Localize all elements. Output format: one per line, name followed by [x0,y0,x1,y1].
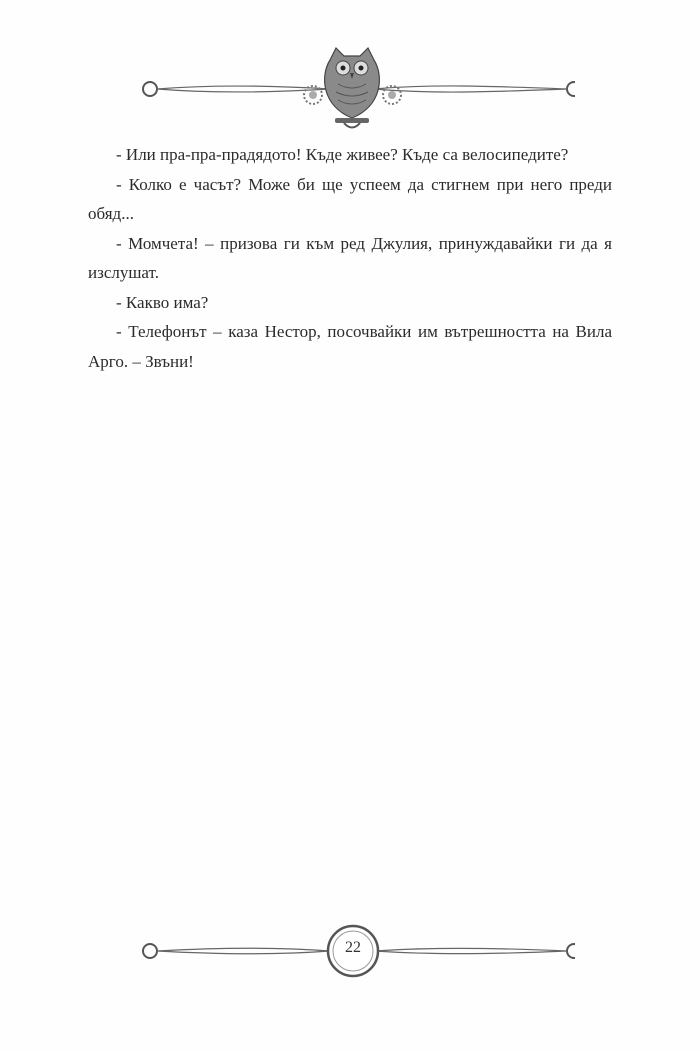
paragraph: - Какво има? [116,292,209,312]
ring-icon [567,944,575,958]
ring-icon [567,82,575,96]
paragraph: - Телефонът – каза Нестор, посочвайки им вътрешността на Вила Арго. – Звъни! [88,322,612,371]
owl-header-ornament [130,40,575,140]
paragraph: - Момчета! – призова ги към ред Джулия, принуждавайки ги да я изслушат. [88,233,612,282]
ring-icon [143,944,157,958]
ring-icon [143,82,157,96]
body-text [88,140,612,376]
owl-icon [325,48,380,128]
paragraph: - Или пра-пра-прадядото! Къде живее? Къде са велосипедите? [116,145,569,164]
page-number: 22 [345,939,361,956]
paragraph: - Колко е часът? Може би ще успеем да стигнем при него преди обяд... [88,174,612,223]
